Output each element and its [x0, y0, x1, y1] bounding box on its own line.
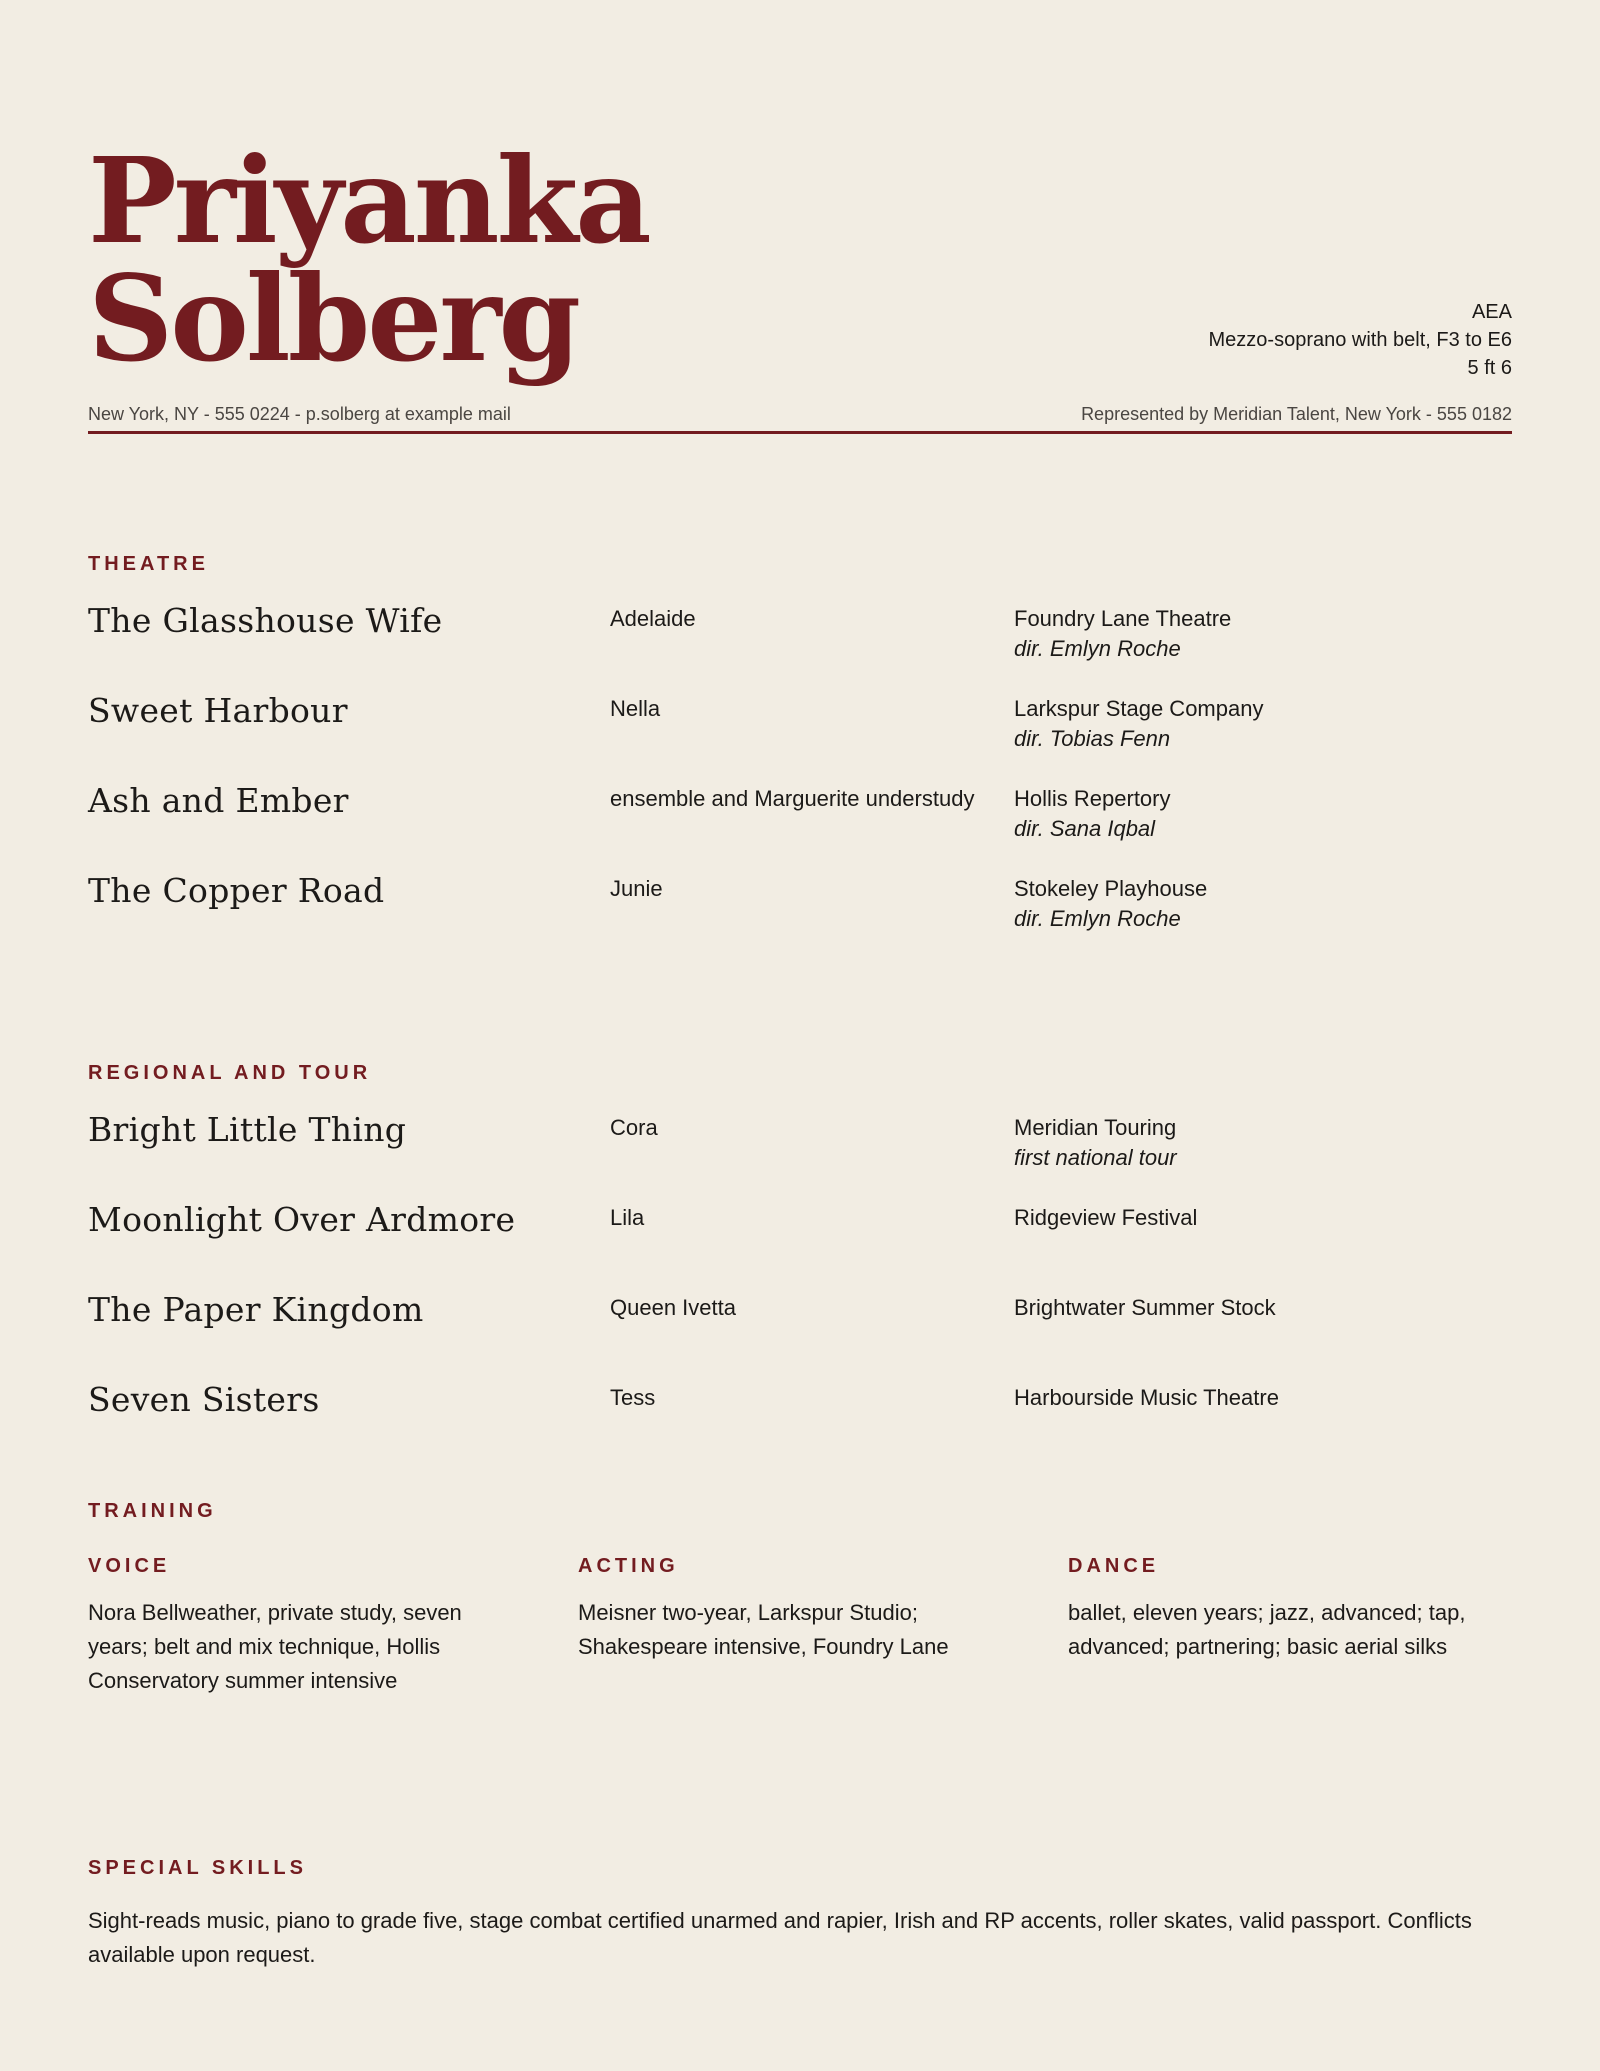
training-dance-text: ballet, eleven years; jazz, advanced; tap, advanced; partnering; basic aerial silks: [1068, 1600, 1466, 1659]
height: 5 ft 6: [1467, 357, 1512, 379]
show-title: Ash and Ember: [88, 781, 349, 820]
show-title: The Glasshouse Wife: [88, 601, 443, 640]
role-name: Cora: [610, 1115, 658, 1140]
credit-row: [88, 600, 1512, 690]
contact-info: New York, NY - 555 0224 - p.solberg at example mail: [88, 404, 511, 424]
credit-row: [88, 780, 1512, 870]
voice-type: Mezzo-soprano with belt, F3 to E6: [1208, 329, 1512, 351]
section-heading-theatre: THEATRE: [88, 553, 209, 575]
role-name: Nella: [610, 696, 661, 721]
show-title: Seven Sisters: [88, 1380, 320, 1419]
venue: [1014, 1293, 1276, 1323]
credit-row: [88, 870, 1512, 960]
role-name: Tess: [610, 1385, 656, 1410]
venue: [1014, 1383, 1279, 1413]
venue: [1014, 784, 1171, 844]
show-title: Sweet Harbour: [88, 691, 348, 730]
venue: [1014, 1203, 1197, 1233]
first-name: Priyanka: [88, 131, 649, 270]
representation-info: Represented by Meridian Talent, New York - 555 0182: [1081, 404, 1512, 424]
credit-row: [88, 690, 1512, 780]
last-name: Solberg: [88, 249, 579, 388]
training-acting: [578, 1555, 1008, 1664]
venue: [1014, 1113, 1177, 1173]
director-note: dir. Tobias Fenn: [1014, 726, 1171, 751]
regional-credits: [88, 1109, 1512, 1469]
performer-name: [88, 131, 649, 388]
training-voice: [88, 1555, 518, 1698]
venue-name: Harbourside Music Theatre: [1014, 1385, 1279, 1410]
venue-name: Stokeley Playhouse: [1014, 876, 1208, 901]
venue-name: Ridgeview Festival: [1014, 1205, 1198, 1230]
show-title: The Copper Road: [88, 871, 385, 910]
section-heading-regional: REGIONAL AND TOUR: [88, 1062, 372, 1084]
director-note: dir. Emlyn Roche: [1014, 906, 1181, 931]
venue: [1014, 694, 1263, 754]
theatre-credits: [88, 600, 1512, 960]
training-voice-text: Nora Bellweather, private study, seven years; belt and mix technique, Hollis Conservatory summer intensive: [88, 1600, 462, 1693]
venue-name: Meridian Touring: [1014, 1115, 1177, 1140]
venue-name: Hollis Repertory: [1014, 786, 1171, 811]
show-title: Bright Little Thing: [88, 1110, 407, 1149]
special-skills-text: Sight-reads music, piano to grade five, stage combat certified unarmed and rapier, Irish and RP accents, roller skates, valid passport. Conflicts available upon request.: [88, 1908, 1472, 1967]
role-name: Queen Ivetta: [610, 1295, 736, 1320]
venue-name: Larkspur Stage Company: [1014, 696, 1264, 721]
venue-name: Brightwater Summer Stock: [1014, 1295, 1276, 1320]
section-heading-training: TRAINING: [88, 1500, 217, 1522]
section-heading-special-skills: SPECIAL SKILLS: [88, 1857, 307, 1879]
training-acting-text: Meisner two-year, Larkspur Studio; Shakespeare intensive, Foundry Lane: [578, 1600, 949, 1659]
training-dance: [1068, 1555, 1498, 1664]
training-acting-heading: ACTING: [578, 1555, 679, 1577]
credit-row: [88, 1289, 1512, 1379]
role-name: Lila: [610, 1205, 645, 1230]
show-title: The Paper Kingdom: [88, 1290, 424, 1329]
training-dance-heading: DANCE: [1068, 1555, 1160, 1577]
performer-stats: [1209, 298, 1512, 382]
venue: [1014, 874, 1207, 934]
director-note: dir. Emlyn Roche: [1014, 636, 1181, 661]
credit-row: [88, 1109, 1512, 1199]
tour-note: first national tour: [1014, 1145, 1177, 1170]
venue: [1014, 604, 1231, 664]
credit-row: [88, 1199, 1512, 1289]
training-voice-heading: VOICE: [88, 1555, 171, 1577]
credit-row: [88, 1379, 1512, 1469]
venue-name: Foundry Lane Theatre: [1014, 606, 1232, 631]
role-name: Junie: [610, 876, 663, 901]
director-note: dir. Sana Iqbal: [1014, 816, 1156, 841]
resume-page: [88, 0, 1512, 2071]
union-affiliation: AEA: [1471, 301, 1512, 323]
show-title: Moonlight Over Ardmore: [88, 1200, 516, 1239]
role-name: Adelaide: [610, 606, 696, 631]
header-divider: [88, 431, 1512, 434]
role-name: ensemble and Marguerite understudy: [610, 786, 975, 811]
